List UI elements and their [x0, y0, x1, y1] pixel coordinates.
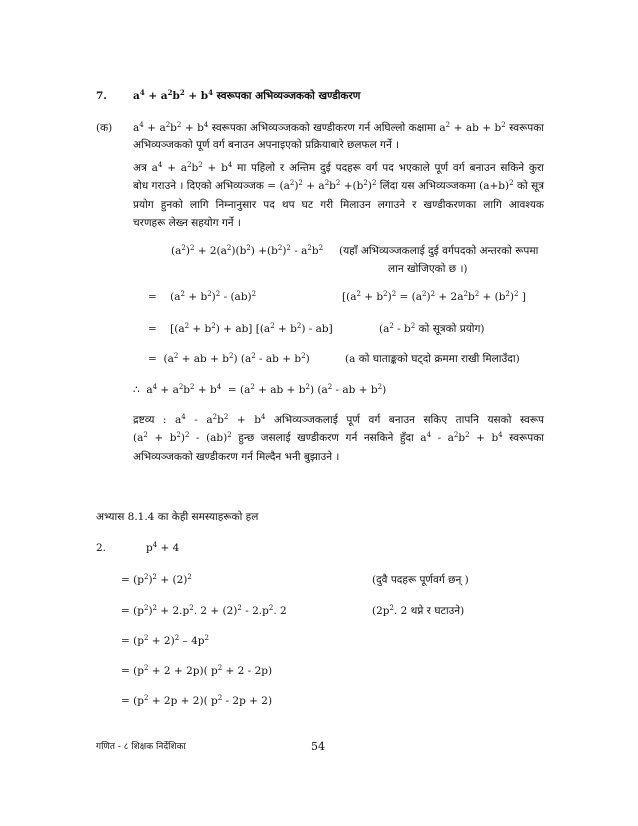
- derivation-step-3: = $[(a^2 + b^2) + ab] [(a^2 + b^2) - ab]$: [148, 322, 333, 335]
- intro-marker: (क): [96, 122, 113, 134]
- solution-step-5: = $(p^2 + 2p + 2)$( $p^2 - 2p + 2$): [121, 694, 273, 707]
- intro-line-2: अभिव्यञ्जकको पूर्ण वर्ग बनाउन अपनाइएको प्रक्रियाबारे छलफल गर्ने ।: [133, 139, 400, 151]
- para-line-1: अत्र $a^4 + a^2b^2 + b^4$ मा पहिलो र अन्तिम दुई पदहरू वर्ग पद भएकाले पूर्ण वर्ग बनाउन सकिने कुरा: [133, 161, 544, 174]
- derivation-step-1-note-cont: लान खोजिएको छ ।): [388, 263, 468, 275]
- para-line-4: चरणहरू लेख्न सहयोग गर्ने ।: [133, 217, 241, 229]
- para-line-3: प्रयोग हुनको लागि निम्नानुसार पद थप घट गरी मिलाउन लगाउने र खण्डीकरणका लागि आवश्यक: [133, 199, 544, 211]
- intro-line-1: $a^4 + a^2b^2 + b^4$ स्वरूपका अभिव्यञ्जकको खण्डीकरण गर्न अघिल्लो कक्षामा $a^2$ + ab + $b^2$ स्वरूपका: [133, 121, 545, 134]
- solution-step-1: = $(p^2)^2 + (2)^2$: [121, 573, 192, 586]
- solution-step-2-note: ($2p^2$. 2 थप्ने र घटाउने): [372, 604, 465, 617]
- solution-step-4: = $(p^2 + 2 + 2p)$( $p^2 + 2 - 2p$): [121, 664, 273, 677]
- note-line-1: द्रष्टव्य : $a^4 - a^2b^2 + b^4$ अभिव्यञ्जकलाई पूर्ण वर्ग बनाउन सकिए तापनि यसको स्वरूप: [133, 413, 545, 426]
- derivation-step-4: = ($a^2$ + ab + $b^2$) ($a^2$ - ab + $b^2$): [148, 352, 310, 365]
- solution-step-2: = $(p^2)^2 + 2.p^2$. $2 + (2)^2 - 2.p^2$. 2: [121, 604, 287, 617]
- derivation-step-3-note: ($a^2 - b^2$ को सूत्रको प्रयोग): [379, 322, 485, 335]
- derivation-step-4-note: (a को घाताङ्कको घट्दो क्रममा राखी मिलाउँदा): [345, 353, 520, 365]
- derivation-step-1-note: (यहाँ अभिव्यञ्जकलाई दुई वर्गपदको अन्तरको रूपमा: [339, 245, 539, 257]
- note-line-2: $(a^2 + b^2)^2 - (ab)^2$ हुन्छ जसलाई खण्डीकरण गर्न नसकिने हुँदा $a^4 - a^2b^2 + b^4$ स्वरूपका: [133, 431, 545, 444]
- solution-step-1-note: (दुवै पदहरू पूर्णवर्ग छन् ): [372, 574, 469, 586]
- derivation-conclusion: ∴ $a^4 + a^2b^2 + b^4 = (a^2$ + ab + $b^2$) ($a^2$ - ab + $b^2$): [133, 383, 387, 396]
- problem-number: 2.: [96, 542, 107, 554]
- derivation-step-2-note: [$(a^2 + b^2)^2 = (a^2)^2 + 2a^2b^2 + (b^2)^2$ ]: [342, 290, 526, 303]
- problem-expression: $p^4 + 4$: [146, 541, 180, 554]
- derivation-step-2: = $(a^2 + b^2)^2 - (ab)^2$: [148, 290, 257, 303]
- section-number: 7.: [96, 90, 107, 102]
- derivation-step-1: $(a^2)^2 + 2(a^2)(b^2) +(b^2)^2 - a^2b^2$: [171, 244, 324, 257]
- page-number: 54: [311, 740, 325, 753]
- section-heading: $a^4 + a^2b^2 + b^4$ स्वरूपका अभिव्यञ्जकको खण्डीकरण: [133, 88, 361, 102]
- solution-step-3: = $(p^2 + 2)^2 - 4p^2$: [121, 634, 209, 647]
- para-line-2: बोध गराउने । दिएको अभिव्यञ्जक = $(a^2)^2 + a^2b^2 +(b^2)^2$ लिंदा यस अभिव्यञ्जकमा $(a+b)^2$ को सूत्र: [133, 179, 544, 192]
- note-line-3: अभिव्यञ्जकको खण्डीकरण गर्न मिल्दैन भनी बुझाउने ।: [133, 451, 340, 463]
- footer-book-title: गणित - ८ शिक्षक निर्देशिका: [96, 742, 186, 752]
- exercise-heading: अभ्यास 8.1.4 का केही समस्याहरूको हल: [96, 511, 259, 523]
